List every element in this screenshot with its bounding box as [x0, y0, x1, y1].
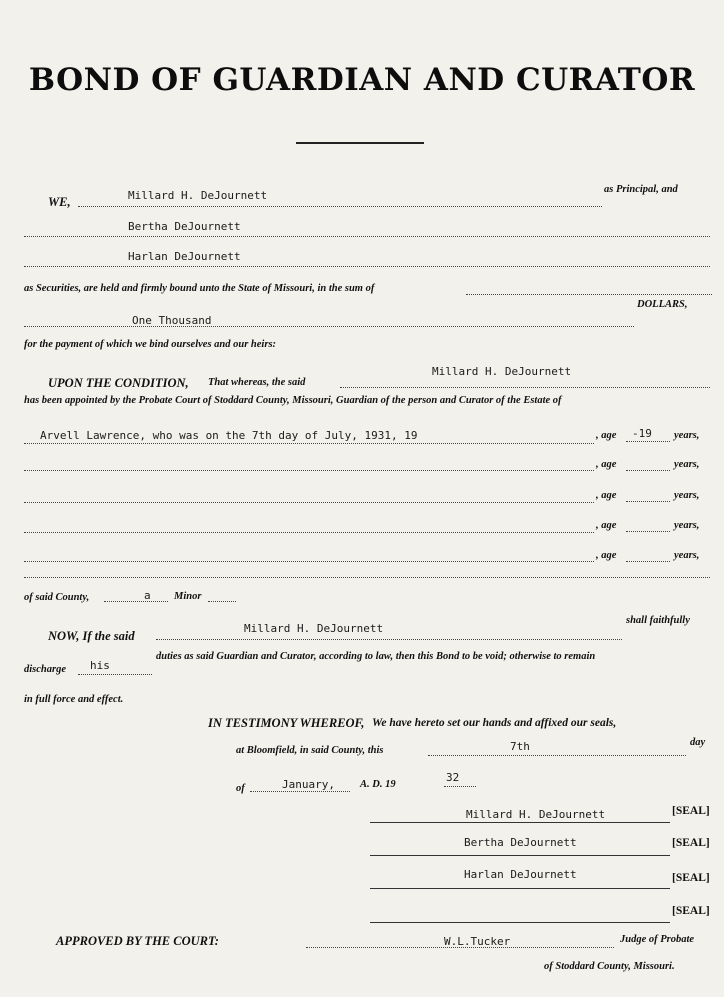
judge-name: W.L.Tucker [444, 935, 511, 948]
dollars-label: DOLLARS, [637, 299, 688, 310]
security-1-name: Bertha DeJournett [128, 220, 241, 233]
day-value: 7th [510, 740, 530, 753]
shall-faithfully-label: shall faithfully [626, 615, 690, 626]
month-line [250, 791, 350, 792]
of-stoddard-label: of Stoddard County, Missouri. [544, 961, 675, 972]
now-said-name: Millard H. DeJournett [244, 622, 384, 635]
sum-amount: One Thousand [132, 314, 212, 327]
signature-3: Harlan DeJournett [464, 868, 577, 881]
years-label-5: years, [674, 550, 700, 561]
full-force-label: in full force and effect. [24, 694, 124, 705]
seal-1: [SEAL] [672, 805, 710, 817]
year-line [444, 786, 476, 787]
age-line-3 [626, 501, 670, 502]
age-line-2 [626, 470, 670, 471]
ward-line-3 [24, 502, 594, 503]
signature-line-4 [370, 922, 670, 923]
minor-line-end [208, 601, 236, 602]
upon-condition-label: UPON THE CONDITION, [48, 376, 189, 390]
years-label-4: years, [674, 520, 700, 531]
discharge-label: discharge [24, 664, 66, 675]
years-label-2: years, [674, 459, 700, 470]
day-line [428, 755, 686, 756]
ward-line-5 [24, 561, 594, 562]
as-principal-label: as Principal, and [604, 184, 678, 195]
years-label-1: years, [674, 430, 700, 441]
title-rule [296, 142, 424, 144]
duties-label: duties as said Guardian and Curator, according to law, then this Bond to be void; otherwise to remain [156, 651, 596, 662]
ward-line-6 [24, 577, 710, 578]
for-payment-label: for the payment of which we bind ourselves and our heirs: [24, 339, 277, 350]
said-guardian-line [340, 387, 710, 388]
signature-1: Millard H. DeJournett [466, 808, 606, 821]
month-value: January, [282, 778, 335, 791]
age-line-4 [626, 531, 670, 532]
ward-line-4 [24, 532, 594, 533]
we-label: WE, [48, 195, 71, 209]
said-guardian-name: Millard H. DeJournett [432, 365, 572, 378]
age-label-1: , age [596, 430, 617, 441]
that-whereas-label: That whereas, the said [208, 377, 306, 388]
security-2-line [24, 266, 710, 267]
sum-line-top [466, 294, 712, 295]
judge-label: Judge of Probate [620, 934, 695, 945]
testimony-label: IN TESTIMONY WHEREOF, [208, 716, 365, 730]
security-2-name: Harlan DeJournett [128, 250, 241, 263]
years-label-3: years, [674, 490, 700, 501]
principal-name: Millard H. DeJournett [128, 189, 268, 202]
signature-2: Bertha DeJournett [464, 836, 577, 849]
minor-label: Minor [174, 591, 202, 602]
year-suffix: 32 [446, 771, 460, 784]
ward-line-text: Arvell Lawrence, who was on the 7th day of July, 1931, 19 [40, 429, 418, 442]
approved-label: APPROVED BY THE COURT: [56, 934, 219, 948]
minor-count-line [104, 601, 168, 602]
pronoun: his [90, 659, 110, 672]
testimony-rest-label: We have hereto set our hands and affixed our seals, [372, 717, 617, 729]
age-line-1 [626, 441, 670, 442]
signature-line-3 [370, 888, 670, 889]
signature-line-2 [370, 855, 670, 856]
sum-line [24, 326, 634, 327]
signature-line-1 [370, 822, 670, 823]
seal-2: [SEAL] [672, 837, 710, 849]
ward-age: -19 [632, 427, 652, 440]
ward-line-1 [24, 443, 594, 444]
principal-line [78, 206, 602, 207]
age-label-5: , age [596, 550, 617, 561]
now-said-line [156, 639, 622, 640]
ward-line-2 [24, 470, 594, 471]
day-label: day [690, 737, 706, 748]
age-line-5 [626, 561, 670, 562]
as-securities-label: as Securities, are held and firmly bound unto the State of Missouri, in the sum of [24, 283, 375, 294]
pronoun-line [78, 674, 152, 675]
minor-count: a [144, 589, 151, 602]
age-label-3: , age [596, 490, 617, 501]
security-1-line [24, 236, 710, 237]
age-label-4: , age [596, 520, 617, 531]
age-label-2: , age [596, 459, 617, 470]
appointed-label: has been appointed by the Probate Court of Stoddard County, Missouri, Guardian of the person and Curator of the Estate of [24, 395, 562, 406]
seal-4: [SEAL] [672, 905, 710, 917]
of-label: of [236, 783, 245, 794]
seal-3: [SEAL] [672, 872, 710, 884]
of-said-county-label: of said County, [24, 592, 90, 603]
at-bloomfield-label: at Bloomfield, in said County, this [236, 745, 384, 756]
now-if-label: NOW, If the said [48, 629, 135, 643]
document-title: BOND OF GUARDIAN AND CURATOR [28, 62, 696, 98]
ad-label: A. D. 19 [360, 779, 396, 790]
